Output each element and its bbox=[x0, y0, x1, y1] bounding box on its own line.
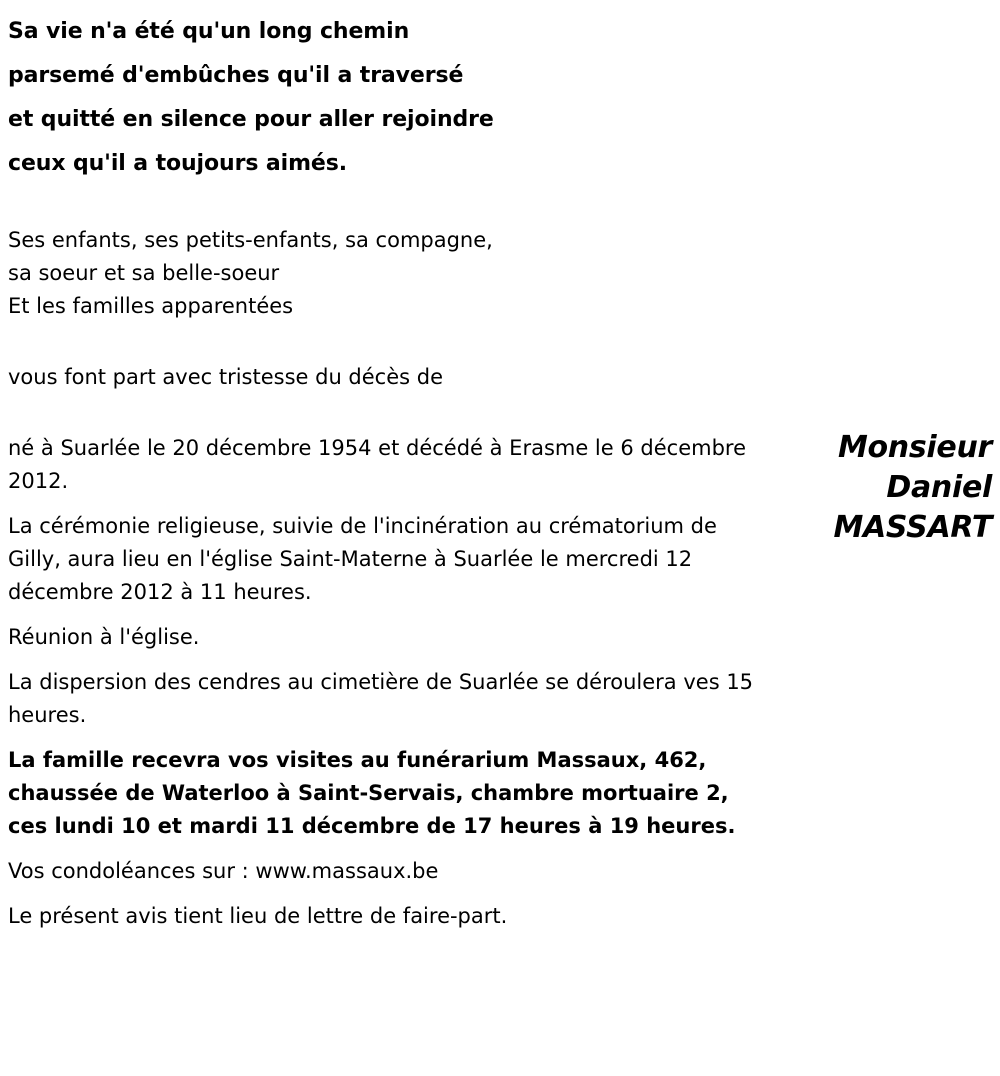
announcement-page bbox=[0, 10, 1000, 1076]
detail-birth-death: né à Suarlée le 20 décembre 1954 et décédé à Erasme le 6 décembre 2012. bbox=[8, 436, 746, 493]
details-area bbox=[8, 432, 992, 933]
deceased-last-name: MASSART bbox=[833, 510, 992, 545]
detail-ashes: La dispersion des cendres au cimetière de Suarlée se déroulera ves 15 heures. bbox=[8, 670, 754, 727]
verse-line-3: et quitté en silence pour aller rejoindre bbox=[8, 107, 494, 132]
verse-line-1: Sa vie n'a été qu'un long chemin bbox=[8, 19, 410, 44]
detail-visits: La famille recevra vos visites au funérarium Massaux, 462, chaussée de Waterloo à Saint-Servais, chambre mortuaire 2, ces lundi 10 et mardi 11 décembre de 17 heures à 19 heures. bbox=[8, 748, 736, 838]
family-line-1: Ses enfants, ses petits-enfants, sa compagne, bbox=[8, 228, 493, 252]
announcement-text: vous font part avec tristesse du décès de bbox=[8, 365, 444, 389]
deceased-first-name: Daniel bbox=[886, 470, 992, 505]
deceased-title: Monsieur bbox=[837, 430, 992, 465]
verse-line-4: ceux qu'il a toujours aimés. bbox=[8, 151, 347, 176]
detail-gathering: Réunion à l'église. bbox=[8, 625, 200, 649]
detail-condolences: Vos condoléances sur : www.massaux.be bbox=[8, 859, 439, 883]
verse-line-2: parsemé d'embûches qu'il a traversé bbox=[8, 63, 464, 88]
detail-ceremony: La cérémonie religieuse, suivie de l'incinération au crématorium de Gilly, aura lieu en l'église Saint-Materne à Suarlée le mercredi 12 décembre 2012 à 11 heures. bbox=[8, 514, 717, 604]
family-line-2: sa soeur et sa belle-soeur bbox=[8, 261, 280, 285]
deceased-name bbox=[752, 428, 992, 548]
detail-notice: Le présent avis tient lieu de lettre de faire-part. bbox=[8, 904, 508, 928]
details-block bbox=[8, 432, 768, 933]
verse-block bbox=[8, 10, 992, 186]
family-block bbox=[8, 224, 992, 323]
family-line-3: Et les familles apparentées bbox=[8, 294, 294, 318]
